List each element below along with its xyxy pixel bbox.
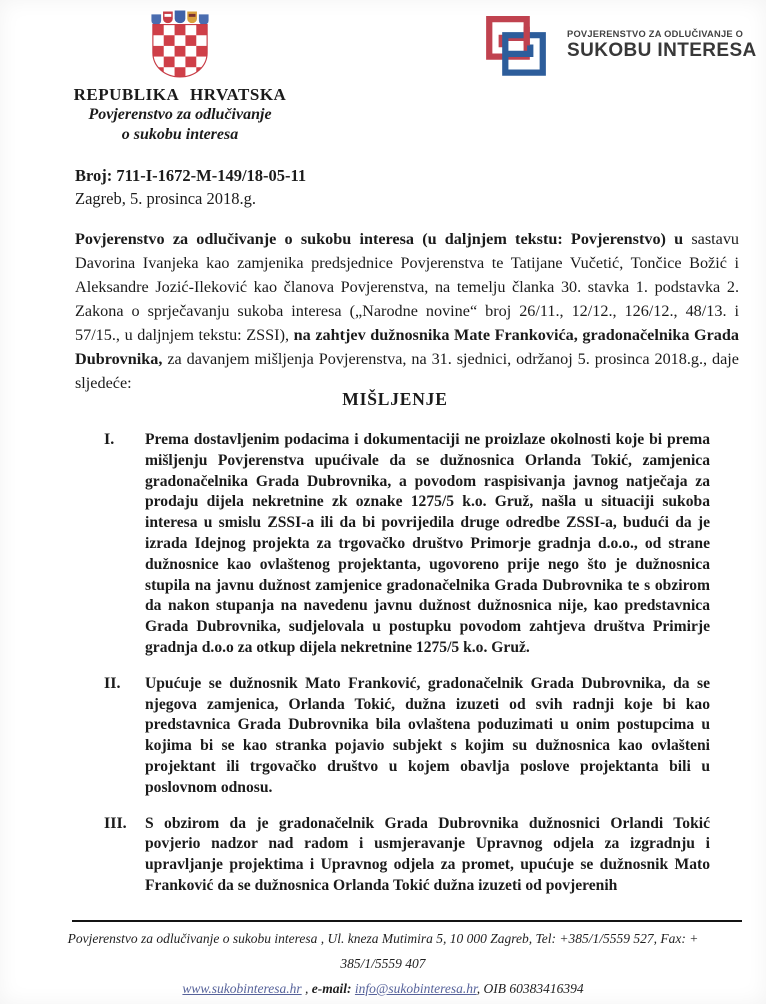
intro-bold-commission: Povjerenstvo za odlučivanje o sukobu interesa (u daljnjem tekstu: Povjerenstvo) u xyxy=(75,230,684,248)
country-title: REPUBLIKA HRVATSKA xyxy=(73,85,287,104)
intro-regular-session: za davanjem mišljenja Povjerenstva, na 31. sjednici, održanoj 5. prosinca 2018.g., daje sljedeće: xyxy=(75,350,739,392)
page-title: MIŠLJENJE xyxy=(342,389,448,409)
email-link[interactable]: info@sukobinteresa.hr xyxy=(354,981,477,996)
footer-divider xyxy=(72,920,742,922)
item-numeral: III. xyxy=(104,814,127,832)
footer-address-line1: Povjerenstvo za odlučivanje o sukobu interesa , Ul. kneza Mutimira 5, 10 000 Zagreb, Tel: +385/1/5559 527, Fax: + xyxy=(67,931,699,946)
institution-name-line1: Povjerenstvo za odlučivanje xyxy=(88,106,272,123)
interlocked-squares-logo-icon xyxy=(477,12,555,78)
croatian-coat-of-arms-icon xyxy=(149,6,211,80)
item-numeral: II. xyxy=(104,674,121,692)
commission-logo xyxy=(477,12,757,78)
logo-wordmark-line2: SUKOBU INTERESA xyxy=(567,39,757,61)
institution-name-line2: o sukobu interesa xyxy=(121,126,239,143)
document-meta xyxy=(75,164,306,210)
footer-separator: , xyxy=(301,981,312,996)
intro-paragraph xyxy=(75,227,739,395)
place-and-date: Zagreb, 5. prosinca 2018.g. xyxy=(75,189,256,208)
oib-number: , OIB 60383416394 xyxy=(476,981,584,996)
logo-wordmark-line1: POVJERENSTVO ZA ODLUČIVANJE O xyxy=(567,28,744,39)
item-numeral: I. xyxy=(104,431,115,448)
footer-address-line2: 385/1/5559 407 xyxy=(340,956,426,971)
case-number: Broj: 711-I-1672-M-149/18-05-11 xyxy=(75,166,307,185)
footer xyxy=(60,926,706,1001)
opinion-items xyxy=(104,430,710,912)
item-text: S obzirom da je gradonačelnik Grada Dubrovnika dužnosnici Orlandi Tokić povjerio nadzor nad radom i usmjeravanje Upravnog odjela za izgradnju i upravljanje projektima i Upravnog odjela za promet, upućuje se dužnosnik Mato Franković da se dužnosnica Orlanda Tokić dužna izuzeti od povjerenih xyxy=(145,814,710,894)
intro-bold-request: na zahtjev dužnosnika Mate Frankovića, gradonačelnika Grada Dubrovnika, xyxy=(75,326,740,368)
list-item xyxy=(104,814,710,897)
footer-contacts xyxy=(60,976,706,1001)
item-text: Upućuje se dužnosnik Mato Franković, gradonačelnik Grada Dubrovnika, da se njegova zamjenica, Orlanda Tokić, dužna izuzeti od svih radnji koje bi kao predstavnica Grada Dubrovnika bila ovlaštena poduzimati u onim postupcima u kojima bi se kao stranka pojavio subjekt s kojim su dužnosnica kao ovlašteni projektant ili trgovačko društvo u kojem obavlja poslove projektanta bili u poslovnom odnosu. xyxy=(145,674,710,796)
logo-wordmark xyxy=(567,29,757,62)
email-label: e-mail: xyxy=(311,981,355,996)
header-left xyxy=(55,6,305,145)
item-text: Prema dostavljenim podacima i dokumentaciji ne proizlaze okolnosti koje bi prema mišljenju Povjerenstva upućivale da se dužnosnica Orlanda Tokić, zamjenica gradonačelnika Grada Dubrovnika, a povodom raspisivanja javnog natječaja za prodaju dijela nekretnine zk oznake 1275/5 k.o. Gruž, našla u situaciji sukoba interesa u smislu ZSSI-a ili da bi povrijedila druge odredbe ZSSI-a, budući da je izrada Idejnog projekta za trgovačko društvo Primorje gradnja d.o.o., od strane dužnosnice kao ovlaštenog projektanta, ugovoreno prije nego što je dužnosnica stupila na javnu dužnost zamjenice gradonačelnika Grada Dubrovnika te s obzirom da nakon stupanja na navedenu javnu dužnost dužnosnica nije, kao predstavnica Grada Dubrovnika, sudjelovala u postupku povodom zahtjeva društva Primirje gradnja d.o.o za otkup dijela nekretnine 1275/5 k.o. Gruž. xyxy=(145,431,710,656)
list-item xyxy=(104,674,710,799)
intro-regular-composition: sastavu Davorina Ivanjeka kao zamjenika predsjednice Povjerenstva te Tatijane Vučetić, Tončice Božić i Aleksandre Jozić-Ileković kao članova Povjerenstva, na temelju članka 30. stavka 1. podstavka 2. Zakona o sprječavanju sukoba interesa („Narodne novine“ broj 26/11., 12/12., 126/12., 48/13. i 57/15., u daljnjem tekstu: ZSSI), xyxy=(75,230,740,344)
website-link[interactable]: www.sukobinteresa.hr xyxy=(182,981,302,996)
list-item xyxy=(104,430,710,659)
